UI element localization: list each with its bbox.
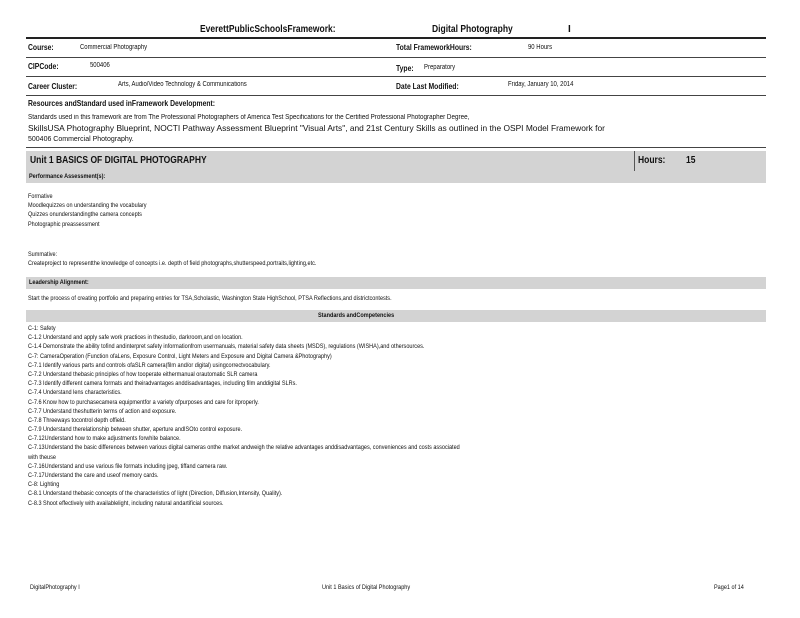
standard-item: C-8.1 Understand thebasic concepts of the characteristics of light (Direction, Diffusion,Intensity, Quality). [28, 490, 283, 498]
formative-line: Moodlequizzes on understanding the vocabulary [28, 202, 147, 210]
standard-item: C-7.1 Identify various parts and controls ofaSLR camera(film and/or digital) usingcorrectvocabulary. [28, 361, 271, 369]
standard-item: C-7.4 Understand lens characteristics. [28, 389, 122, 397]
standard-item: with theuse [28, 453, 56, 461]
standard-item: C-7.3 Identify different camera formats and theiradvantages anddisadvantages, including film anddigital SLRs. [28, 380, 297, 388]
cip-code-label: CIPCode: [28, 62, 59, 71]
footer-page-number: Page1 of 14 [714, 584, 744, 591]
resources-paragraph [28, 112, 768, 145]
standards-heading: Standards andCompetencies [318, 312, 395, 319]
type-label: Type: [396, 64, 414, 73]
leadership-bar [26, 277, 766, 289]
framework-title: EverettPublicSchoolsFramework: [200, 24, 336, 35]
career-cluster-label: Career Cluster: [28, 82, 78, 91]
subject-title: Digital Photography [432, 24, 513, 35]
level-title: I [568, 24, 571, 35]
standard-item: C-7.6 Know how to purchasecamera equipmentfor a variety ofpurposes and care for itproperly. [28, 398, 259, 406]
rule [26, 37, 766, 39]
rule [26, 147, 766, 148]
rule [26, 95, 766, 96]
resources-line-2: SkillsUSA Photography Blueprint, NOCTI Pathway Assessment Blueprint "Visual Arts", and 21st Century Skills as outlined in the OSPI Model Framework for [28, 123, 605, 133]
standard-item: C-7.7 Understand theshutterin terms of action and exposure. [28, 407, 177, 415]
standard-item: C-8: Lighting [28, 481, 60, 489]
performance-bar [26, 171, 766, 183]
unit-header-bar [26, 151, 766, 171]
standard-item: C-7.9 Understand therelationship between shutter, aperture andISOto control exposure. [28, 426, 243, 434]
formative-line: Photographic preassessment [28, 220, 100, 228]
standards-list [28, 324, 460, 508]
course-value: Commercial Photography [80, 44, 148, 51]
standard-item: C-1: Safety [28, 325, 56, 332]
standard-item: C-7.16Understand and use various file formats including jpeg, tiffand camera raw. [28, 462, 228, 470]
unit-hours-label: Hours: [638, 155, 666, 166]
divider [634, 151, 635, 171]
standard-item: C-1.4 Demonstrate the ability tofind andinterpret safety informationfrom usermanuals, material safety data sheets (MSDS), regulations (WISHA),and othersources. [28, 343, 425, 351]
standard-item: C-8.3 Shoot effectively with availablelight, including natural andartificial sources. [28, 499, 224, 507]
date-modified-label: Date Last Modified: [396, 82, 459, 91]
resources-line-1: Standards used in this framework are from The Professional Photographers of America Test Specifications for the Certified Professional Photographer Degree, [28, 114, 470, 121]
summative-line: Summative: [28, 251, 58, 258]
type-value: Preparatory [424, 64, 456, 71]
standard-item: C-7.12Understand how to make adjustments forwhite balance. [28, 435, 181, 443]
resources-heading: Resources andStandard used inFramework Development: [28, 99, 216, 108]
rule [26, 57, 766, 58]
standards-bar [26, 310, 766, 322]
formative-line: Quizzes onunderstandingthe camera concepts [28, 211, 142, 219]
leadership-text: Start the process of creating portfolio and preparing entries for TSA,Scholastic, Washington State HighSchool, PTSA Reflections,and districtcontests. [28, 295, 392, 302]
rule [26, 76, 766, 77]
total-hours-value: 90 Hours [528, 44, 553, 51]
leadership-heading: Leadership Alignment: [29, 279, 89, 286]
summative-list [28, 250, 316, 268]
standard-item: C-1.2 Understand and apply safe work practices in thestudio, darkroom,and on location. [28, 334, 243, 342]
standard-item: C-7: CameraOperation (Function ofaLens, Exposure Control, Light Meters and Exposure and Digital Camera &Photography) [28, 352, 332, 360]
course-label: Course: [28, 43, 54, 52]
formative-line: Formative [28, 193, 53, 200]
performance-heading: Performance Assessment(s): [29, 173, 106, 180]
cip-code-value: 500406 [90, 62, 110, 69]
summative-line: Createproject to representthe knowledge of concepts i.e. depth of field photographs,shutterspeed,portraits,lighting,etc. [28, 260, 317, 268]
formative-list [28, 192, 147, 229]
standard-item: C-7.13Understand the basic differences between various digital cameras onthe market andweigh the relative advantages anddisadvantages, conveniences and costs associated [28, 444, 460, 452]
standard-item: C-7.2 Understand thebasic principles of how tooperate eithermanual orautomatic SLR camera [28, 370, 258, 378]
total-hours-label: Total FrameworkHours: [396, 43, 472, 52]
unit-hours-value: 15 [686, 155, 696, 166]
unit-title: Unit 1 BASICS OF DIGITAL PHOTOGRAPHY [30, 155, 207, 166]
footer-left: DigitalPhotography I [30, 584, 80, 591]
standard-item: C-7.17Understand the care and useof memory cards. [28, 472, 159, 479]
standard-item: C-7.8 Threeways tocontrol depth offield. [28, 416, 126, 424]
date-modified-value: Friday, January 10, 2014 [508, 81, 574, 88]
career-cluster-value: Arts, Audio/Video Technology & Communications [118, 81, 247, 88]
footer-center: Unit 1 Basics of Digital Photography [322, 584, 411, 591]
resources-line-3: 500406 Commercial Photography. [28, 136, 134, 143]
